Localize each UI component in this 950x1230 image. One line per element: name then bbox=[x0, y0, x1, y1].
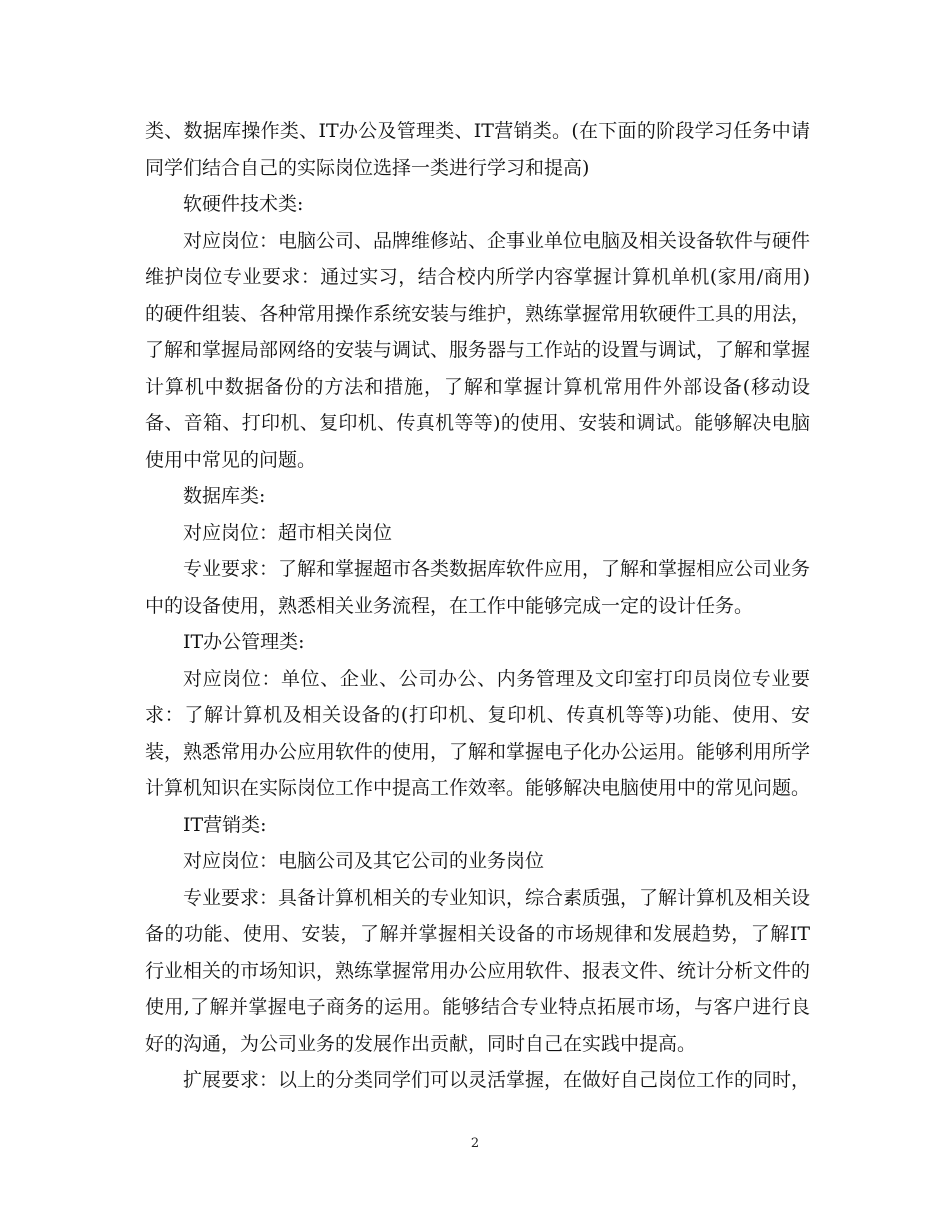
paragraph-it-office: 对应岗位：单位、企业、公司办公、内务管理及文印室打印员岗位专业要求：了解计算机及相关设备的(打印机、复印机、传真机等等)功能、使用、安装，熟悉常用办公应用软件的使用，了解和掌握电子化办公运用。能够利用所学计算机知识在实际岗位工作中提高工作效率。能够解决电脑使用中的常见问题。 bbox=[145, 667, 811, 799]
paragraph-database-position: 对应岗位：超市相关岗位 bbox=[183, 521, 393, 544]
paragraph-1: 类、数据库操作类、IT办公及管理类、IT营销类。(在下面的阶段学习任务中请同学们结合自己的实际岗位选择一类进行学习和提高) bbox=[145, 120, 810, 179]
paragraph-software-hardware: 对应岗位：电脑公司、品牌维修站、企事业单位电脑及相关设备软件与硬件维护岗位专业要求：通过实习，结合校内所学内容掌握计算机单机(家用/商用)的硬件组装、各种常用操作系统安装与维护，熟练掌握常用软硬件工具的用法，了解和掌握局部网络的安装与调试、服务器与工作站的设置与调试，了解和掌握计算机中数据备份的方法和措施，了解和掌握计算机常用件外部设备(移动设备、音箱、打印机、复印机、传真机等等)的使用、安装和调试。能够解决电脑使用中常见的问题。 bbox=[145, 229, 811, 471]
heading-it-office: IT办公管理类: bbox=[183, 631, 305, 653]
heading-database: 数据库类: bbox=[183, 485, 266, 507]
paragraph-it-marketing-position: 对应岗位：电脑公司及其它公司的业务岗位 bbox=[183, 850, 545, 872]
heading-it-marketing: IT营销类: bbox=[183, 813, 267, 836]
paragraph-extension: 扩展要求：以上的分类同学们可以灵活掌握，在做好自己岗位工作的同时， bbox=[183, 1069, 811, 1091]
page-number: 2 bbox=[470, 1136, 480, 1151]
heading-software-hardware: 软硬件技术类: bbox=[183, 193, 304, 215]
document-body bbox=[145, 113, 810, 1099]
paragraph-it-marketing-requirement: 专业要求：具备计算机相关的专业知识，综合素质强，了解计算机及相关设备的功能、使用、安装，了解并掌握相关设备的市场规律和发展趋势，了解IT行业相关的市场知识，熟练掌握常用办公应用软件、报表文件、统计分析文件的使用,了解并掌握电子商务的运用。能够结合专业特点拓展市场，与客户进行良好的沟通，为公司业务的发展作出贡献，同时自己在实践中提高。 bbox=[145, 886, 811, 1055]
paragraph-database-requirement: 专业要求：了解和掌握超市各类数据库软件应用，了解和掌握相应公司业务中的设备使用，熟悉相关业务流程，在工作中能够完成一定的设计任务。 bbox=[145, 558, 811, 617]
